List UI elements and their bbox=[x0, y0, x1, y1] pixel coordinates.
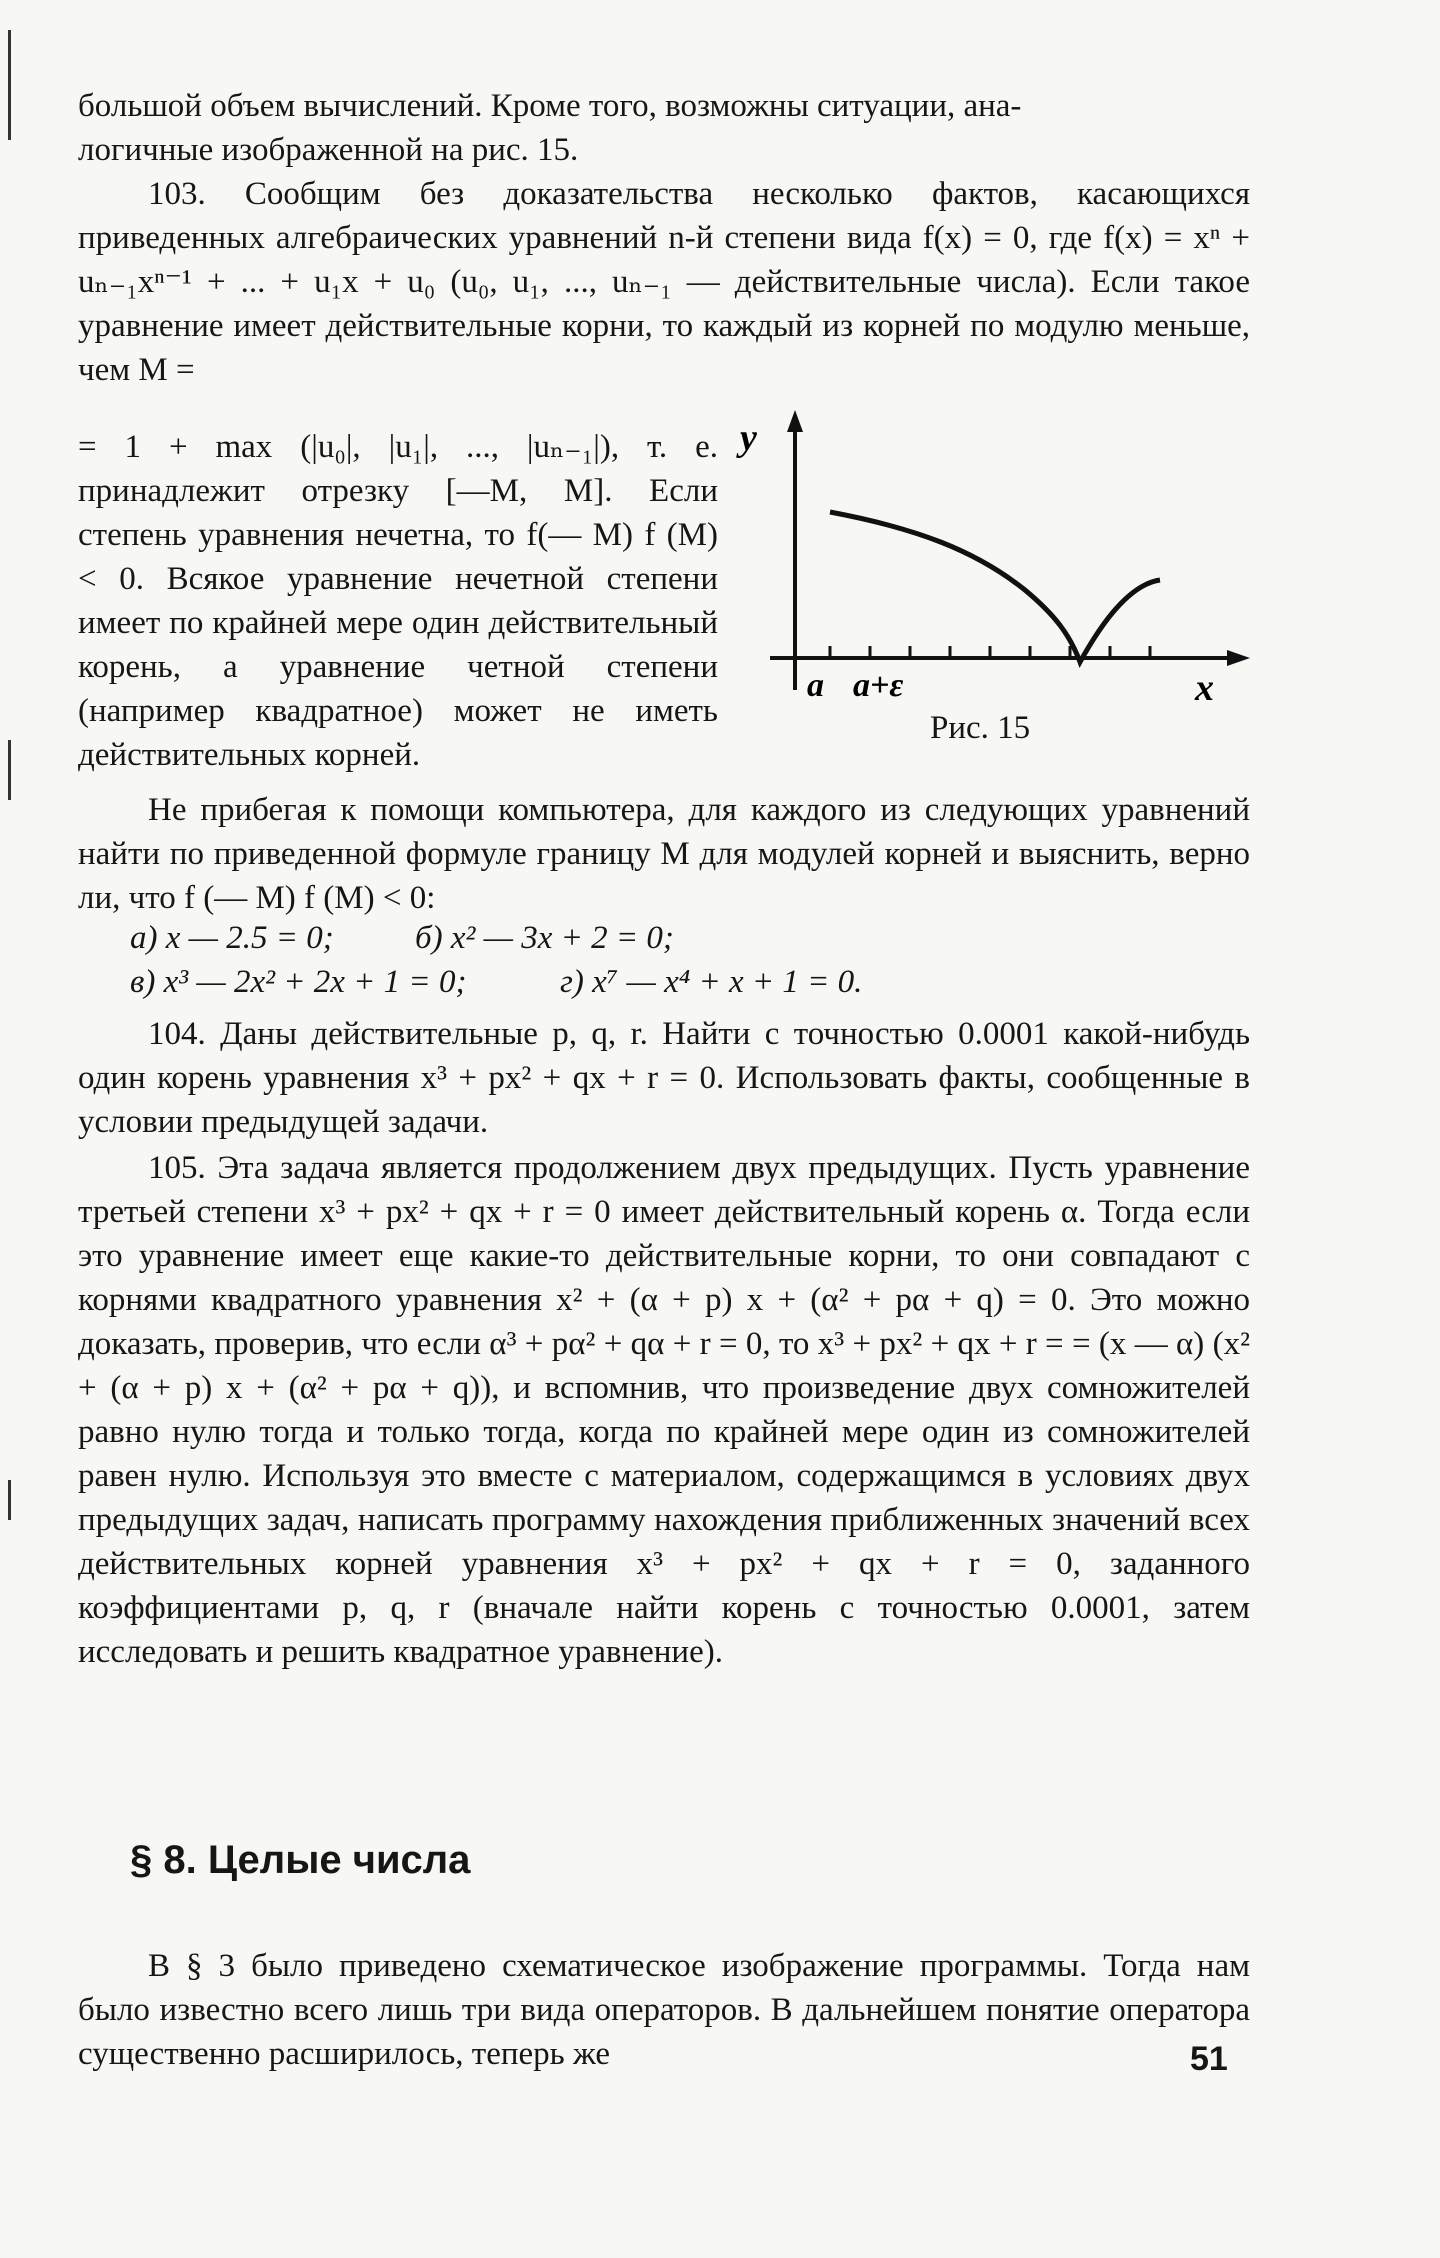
problem-105 bbox=[78, 1146, 1250, 1674]
problem-104 bbox=[78, 1012, 1250, 1144]
intro-paragraph bbox=[78, 84, 1250, 172]
scan-margin-mark bbox=[8, 1480, 11, 1520]
problem-103-task-text: Не прибегая к помощи компьютера, для каждого из следующих уравнений найти по приведенной формуле границу M для модулей корней и выяснить, верно ли, что f (— M) f (M) < 0: bbox=[78, 792, 1250, 916]
problem-103-top bbox=[78, 172, 1250, 392]
point-a-label: a bbox=[807, 667, 824, 704]
section-heading: § 8. Целые числа bbox=[130, 1838, 471, 1882]
point-a-plus-eps-label: a+ε bbox=[853, 667, 904, 704]
scan-margin-mark bbox=[8, 30, 11, 140]
equation-a: а) x — 2.5 = 0; bbox=[130, 920, 334, 956]
function-curve bbox=[830, 512, 1160, 662]
problem-105-text: 105. Эта задача является продолжением двух предыдущих. Пусть уравнение третьей степени x³ + px² + qx + r = 0 имеет действительный корень α. Тогда если это уравнение имеет еще какие-то действительные корни, то они совпадают с корнями квадратного уравнения x² + (α + p) x + (α² + pα + q) = 0. Это можно доказать, проверив, что если α³ + pα² + qα + r = 0, то x³ + px² + qx + r = = (x — α) (x² + (α + p) x + (α² + pα + q)), и вспомнив, что произведение двух сомножителей равно нулю тогда и только тогда, когда по крайней мере один из сомножителей равен нулю. Используя это вместе с материалом, содержащимся в условиях двух предыдущих задач, написать программу нахождения приближенных значений всех действительных корней уравнения x³ + px² + qx + r = 0, заданного коэффициентами p, q, r (вначале найти корень с точностью 0.0001, затем исследовать и решить квадратное уравнение). bbox=[78, 1150, 1250, 1670]
y-axis-label: y bbox=[740, 417, 757, 459]
y-axis-arrow bbox=[787, 410, 803, 432]
figure-15-caption: Рис. 15 bbox=[930, 710, 1031, 746]
problem-103-wrapped-text bbox=[78, 392, 718, 810]
equation-b: б) x² — 3x + 2 = 0; bbox=[415, 920, 674, 956]
problem-103-task bbox=[78, 788, 1250, 920]
equation-c: в) x³ — 2x² + 2x + 1 = 0; bbox=[130, 964, 467, 1000]
scan-margin-mark bbox=[8, 740, 11, 800]
problem-104-text: 104. Даны действительные p, q, r. Найти с точностью 0.0001 какой-нибудь один корень уравнения x³ + px² + qx + r = 0. Использовать факты, сообщенные в условии предыдущей задачи. bbox=[78, 1016, 1250, 1140]
x-axis-arrow bbox=[1227, 650, 1250, 666]
intro-line-2: логичные изображенной на рис. 15. bbox=[78, 132, 579, 168]
section-intro bbox=[78, 1944, 1250, 2076]
problem-103-statement: 103. Сообщим без доказательства несколько фактов, касающихся приведенных алгебраических уравнений n-й степени вида f(x) = 0, где f(x) = xⁿ + uₙ₋₁xⁿ⁻¹ + ... + u₁x + u₀ (u₀, u₁, ..., uₙ₋₁ — действительные числа). Если такое уравнение имеет действительные корни, то каждый из корней по модулю меньше, чем M = bbox=[78, 176, 1250, 388]
intro-line-1: большой объем вычислений. Кроме того, возможны ситуации, ана- bbox=[78, 88, 1022, 124]
section-intro-text: В § 3 было приведено схематическое изображение программы. Тогда нам было известно всего лишь три вида операторов. В дальнейшем понятие оператора существенно расширилось, теперь же bbox=[78, 1948, 1250, 2072]
problem-103-facts: = 1 + max (|u₀|, |u₁|, ..., |uₙ₋₁|), т. е. принадлежит отрезку [—M, M]. Если степень уравнения нечетна, то f(— M) f (M) < 0. Всякое уравнение нечетной степени имеет по крайней мере один действительный корень, а уравнение четной степени (например квадратное) может не иметь действительных корней. bbox=[78, 429, 718, 773]
x-axis-label: x bbox=[1195, 667, 1214, 709]
equation-d: г) x⁷ — x⁴ + x + 1 = 0. bbox=[560, 964, 863, 1000]
page-number: 51 bbox=[1190, 2040, 1228, 2078]
